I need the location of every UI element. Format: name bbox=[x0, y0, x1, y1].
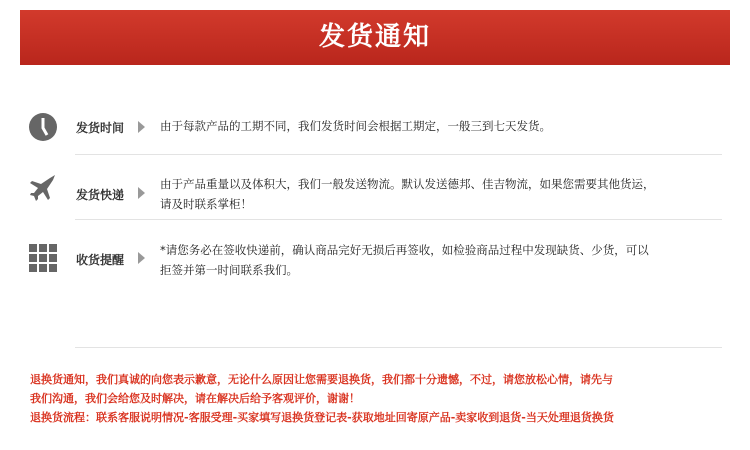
divider bbox=[75, 219, 722, 220]
arrow-icon bbox=[138, 121, 145, 133]
page-title-banner: 发货通知 bbox=[20, 10, 730, 65]
clock-icon bbox=[28, 112, 58, 142]
airplane-icon bbox=[28, 173, 58, 203]
divider bbox=[75, 154, 722, 155]
item-label: 发货快递 bbox=[76, 188, 125, 202]
arrow-icon bbox=[138, 187, 145, 199]
item-text: 由于产品重量以及体积大，我们一般发送物流。默认发送德邦、佳吉物流，如果您需要其他货运， 请及时联系掌柜！ bbox=[160, 177, 655, 211]
divider bbox=[75, 347, 722, 348]
arrow-icon bbox=[138, 252, 145, 264]
return-notice: 退换货通知，我们真诚的向您表示歉意，无论什么原因让您需要退换货，我们都十分遗憾，不过，请您放松心情，请先与 我们沟通，我们会给您及时解决，请在解决后给予客观评价，谢谢！ 退换货流程：联系客服说明情况-客服受理-买家填写退换货登记表-获取地址回寄原产品-卖家收到退货-当天处理退货换货 bbox=[30, 373, 614, 424]
grid-icon bbox=[28, 243, 58, 273]
item-text: *请您务必在签收快递前，确认商品完好无损后再签收，如检验商品过程中发现缺货、少货，可以 拒签并第一时间联系我们。 bbox=[160, 243, 649, 277]
item-text: 由于每款产品的工期不同，我们发货时间会根据工期定，一般三到七天发货。 bbox=[160, 119, 551, 133]
item-label: 收货提醒 bbox=[76, 253, 125, 267]
item-label: 发货时间 bbox=[76, 121, 125, 135]
